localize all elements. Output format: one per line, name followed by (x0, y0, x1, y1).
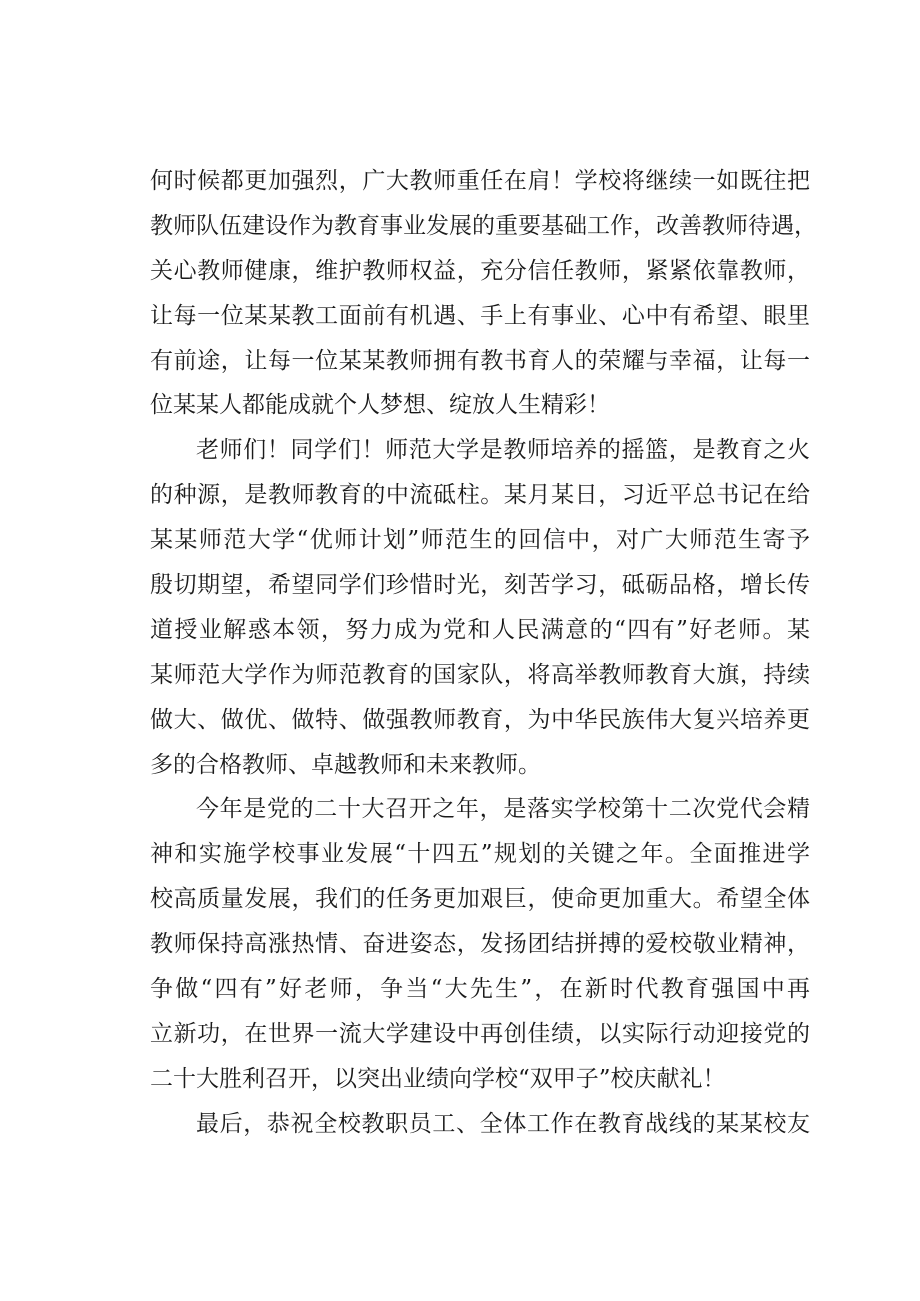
text-line: 位某某人都能成就个人梦想、绽放人生精彩！ (150, 392, 610, 419)
document-body (150, 159, 817, 1147)
text-line: 关心教师健康，维护教师权益，充分信任教师，紧紧依靠教师， (150, 257, 810, 284)
text-line: 让每一位某某教工面前有机遇、手上有事业、心中有希望、眼里 (150, 302, 810, 329)
text-line: 二十大胜利召开，以突出业绩向学校“双甲子”校庆献礼！ (150, 1065, 726, 1092)
text-line: 教师保持高涨热情、奋进姿态，发扬团结拼搏的爱校敬业精神， (150, 931, 810, 958)
text-line: 何时候都更加强烈，广大教师重任在肩！学校将继续一如既往把 (150, 168, 810, 194)
text-line: 道授业解惑本领，努力成为党和人民满意的“四有”好老师。某 (150, 616, 810, 643)
text-line: 校高质量发展，我们的任务更加艰巨，使命更加重大。希望全体 (150, 886, 810, 913)
text-line: 教师队伍建设作为教育事业发展的重要基础工作，改善教师待遇， (150, 212, 817, 239)
text-line: 神和实施学校事业发展“十四五”规划的关键之年。全面推进学 (150, 841, 810, 868)
text-line: 殷切期望，希望同学们珍惜时光，刻苦学习，砥砺品格，增长传 (150, 572, 810, 599)
text-line: 做大、做优、做特、做强教师教育，为中华民族伟大复兴培养更 (150, 706, 810, 733)
text-line: 有前途，让每一位某某教师拥有教书育人的荣耀与幸福，让每一 (150, 347, 810, 374)
text-line: 争做“四有”好老师，争当“大先生”，在新时代教育强国中再 (150, 976, 810, 1003)
text-line: 某某师范大学“优师计划”师范生的回信中，对广大师范生寄予 (150, 527, 810, 554)
text-line: 某师范大学作为师范教育的国家队，将高举教师教育大旗，持续 (150, 661, 810, 688)
text-line: 最后，恭祝全校教职员工、全体工作在教育战线的某某校友 (196, 1110, 810, 1137)
text-line: 多的合格教师、卓越教师和未来教师。 (150, 751, 541, 778)
text-line: 老师们！同学们！师范大学是教师培养的摇篮，是教育之火 (196, 437, 810, 464)
text-line: 今年是党的二十大召开之年，是落实学校第十二次党代会精 (196, 796, 810, 823)
text-line: 立新功，在世界一流大学建设中再创佳绩，以实际行动迎接党的 (150, 1020, 810, 1047)
text-line: 的种源，是教师教育的中流砥柱。某月某日，习近平总书记在给 (150, 482, 810, 509)
